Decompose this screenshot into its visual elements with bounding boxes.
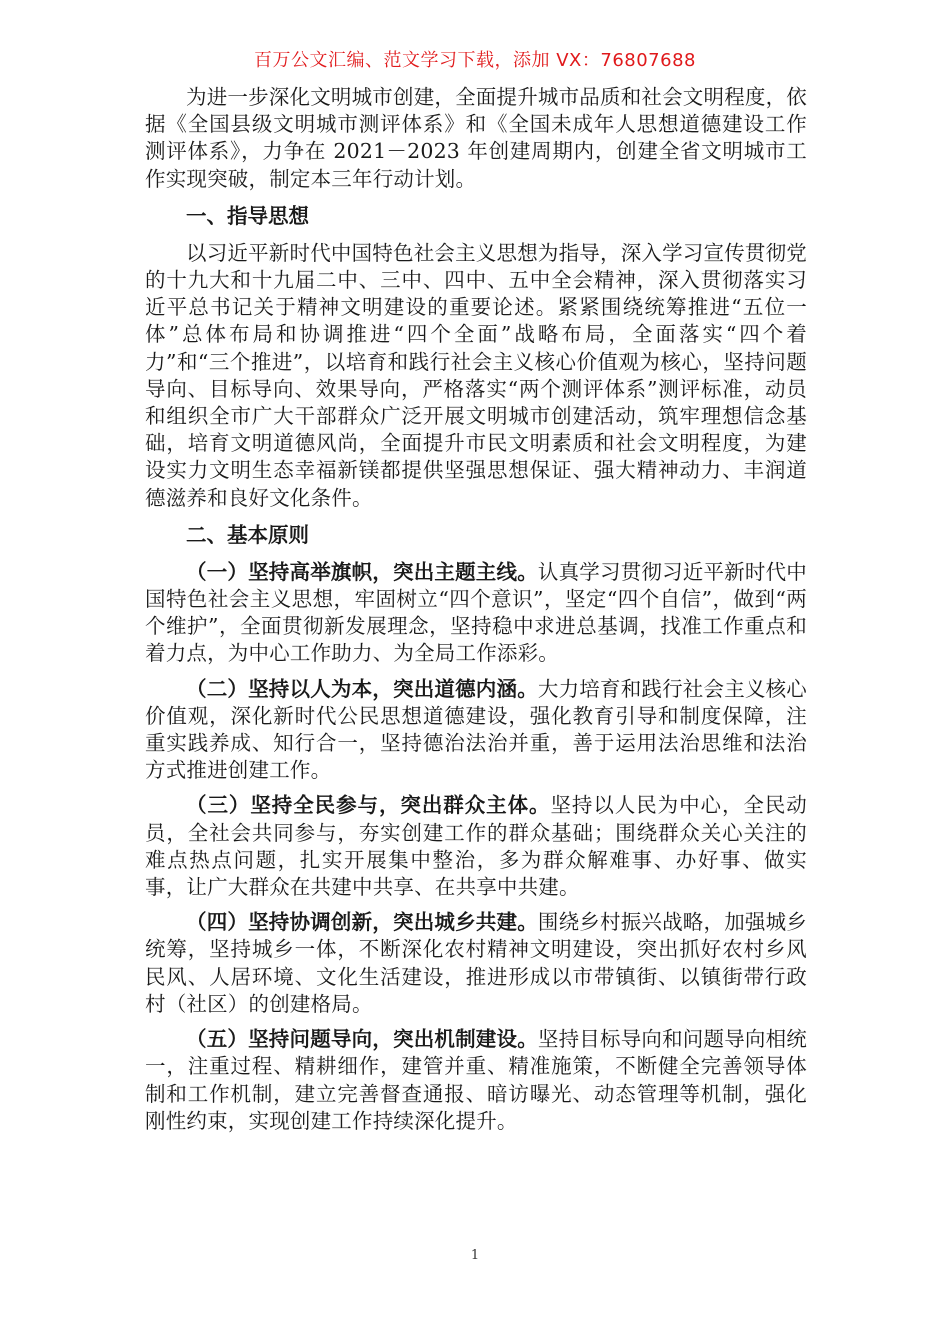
header-banner: 百万公文汇编、范文学习下载，添加 VX：76807688 bbox=[254, 50, 696, 71]
principle-lead: （五）坚持问题导向，突出机制建设。 bbox=[186, 1027, 538, 1052]
principle-item bbox=[145, 676, 807, 785]
principle-lead: （三）坚持全民参与，突出群众主体。 bbox=[186, 793, 551, 818]
principle-text: 认真学习贯彻习近平新时代中国特色社会主义思想，牢固树立“四个意识”，坚定“四个自信”，做到“两个维护”，全面贯彻新发展理念，坚持稳中求进总基调，找准工作重点和着力点，为中心工作助力、为全局工作添彩。 bbox=[145, 559, 808, 666]
principle-item bbox=[145, 559, 807, 668]
principle-item bbox=[145, 909, 807, 1018]
principle-text: 大力培育和践行社会主义核心价值观，深化新时代公民思想道德建设，强化教育引导和制度保障，注重实践养成、知行合一，坚持德治法治并重，善于运用法治思维和法治方式推进创建工作。 bbox=[145, 676, 808, 783]
section-heading-basic-principles: 二、基本原则 bbox=[186, 522, 309, 547]
section-heading-guiding-thought: 一、指导思想 bbox=[186, 203, 309, 228]
document-body bbox=[145, 84, 807, 1143]
guiding-thought-paragraph: 以习近平新时代中国特色社会主义思想为指导，深入学习宣传贯彻党的十九大和十九届二中、三中、四中、五中全会精神，深入贯彻落实习近平总书记关于精神文明建设的重要论述。紧紧围绕统筹推进“五位一体”总体布局和协调推进“四个全面”战略布局，全面落实“四个着力”和“三个推进”，以培育和践行社会主义核心价值观为核心，坚持问题导向、目标导向、效果导向，严格落实“两个测评体系”测评标准，动员和组织全市广大干部群众广泛开展文明城市创建活动，筑牢理想信念基础，培育文明道德风尚，全面提升市民文明素质和社会文明程度，为建设实力文明生态幸福新镁都提供坚强思想保证、强大精神动力、丰润道德滋养和良好文化条件。 bbox=[145, 240, 807, 510]
principle-text: 坚持目标导向和问题导向相统一，注重过程、精耕细作，建管并重、精准施策，不断健全完善领导体制和工作机制，建立完善督查通报、暗访曝光、动态管理等机制，强化刚性约束，实现创建工作持续深化提升。 bbox=[145, 1027, 808, 1133]
principle-item bbox=[145, 792, 807, 901]
principle-text: 围绕乡村振兴战略，加强城乡统筹，坚持城乡一体，不断深化农村精神文明建设，突出抓好农村乡风民风、人居环境、文化生活建设，推进形成以市带镇街、以镇街带行政村（社区）的创建格局。 bbox=[145, 910, 808, 1016]
principle-lead: （二）坚持以人为本，突出道德内涵。 bbox=[186, 676, 538, 701]
principle-item bbox=[145, 1026, 807, 1135]
principle-text: 坚持以人民为中心，全民动员，全社会共同参与，夯实创建工作的群众基础；围绕群众关心关注的难点热点问题，扎实开展集中整治，多为群众解难事、办好事、做实事，让广大群众在共建中共享、在共享中共建。 bbox=[145, 793, 807, 900]
principle-lead: （一）坚持高举旗帜，突出主题主线。 bbox=[186, 559, 538, 584]
principle-lead: （四）坚持协调创新，突出城乡共建。 bbox=[186, 910, 538, 935]
page-number: 1 bbox=[470, 1248, 480, 1263]
intro-paragraph: 为进一步深化文明城市创建，全面提升城市品质和社会文明程度，依据《全国县级文明城市测评体系》和《全国未成年人思想道德建设工作测评体系》，力争在 2021－2023 年创建周期内，创建全省文明城市工作实现突破，制定本三年行动计划。 bbox=[145, 85, 807, 191]
